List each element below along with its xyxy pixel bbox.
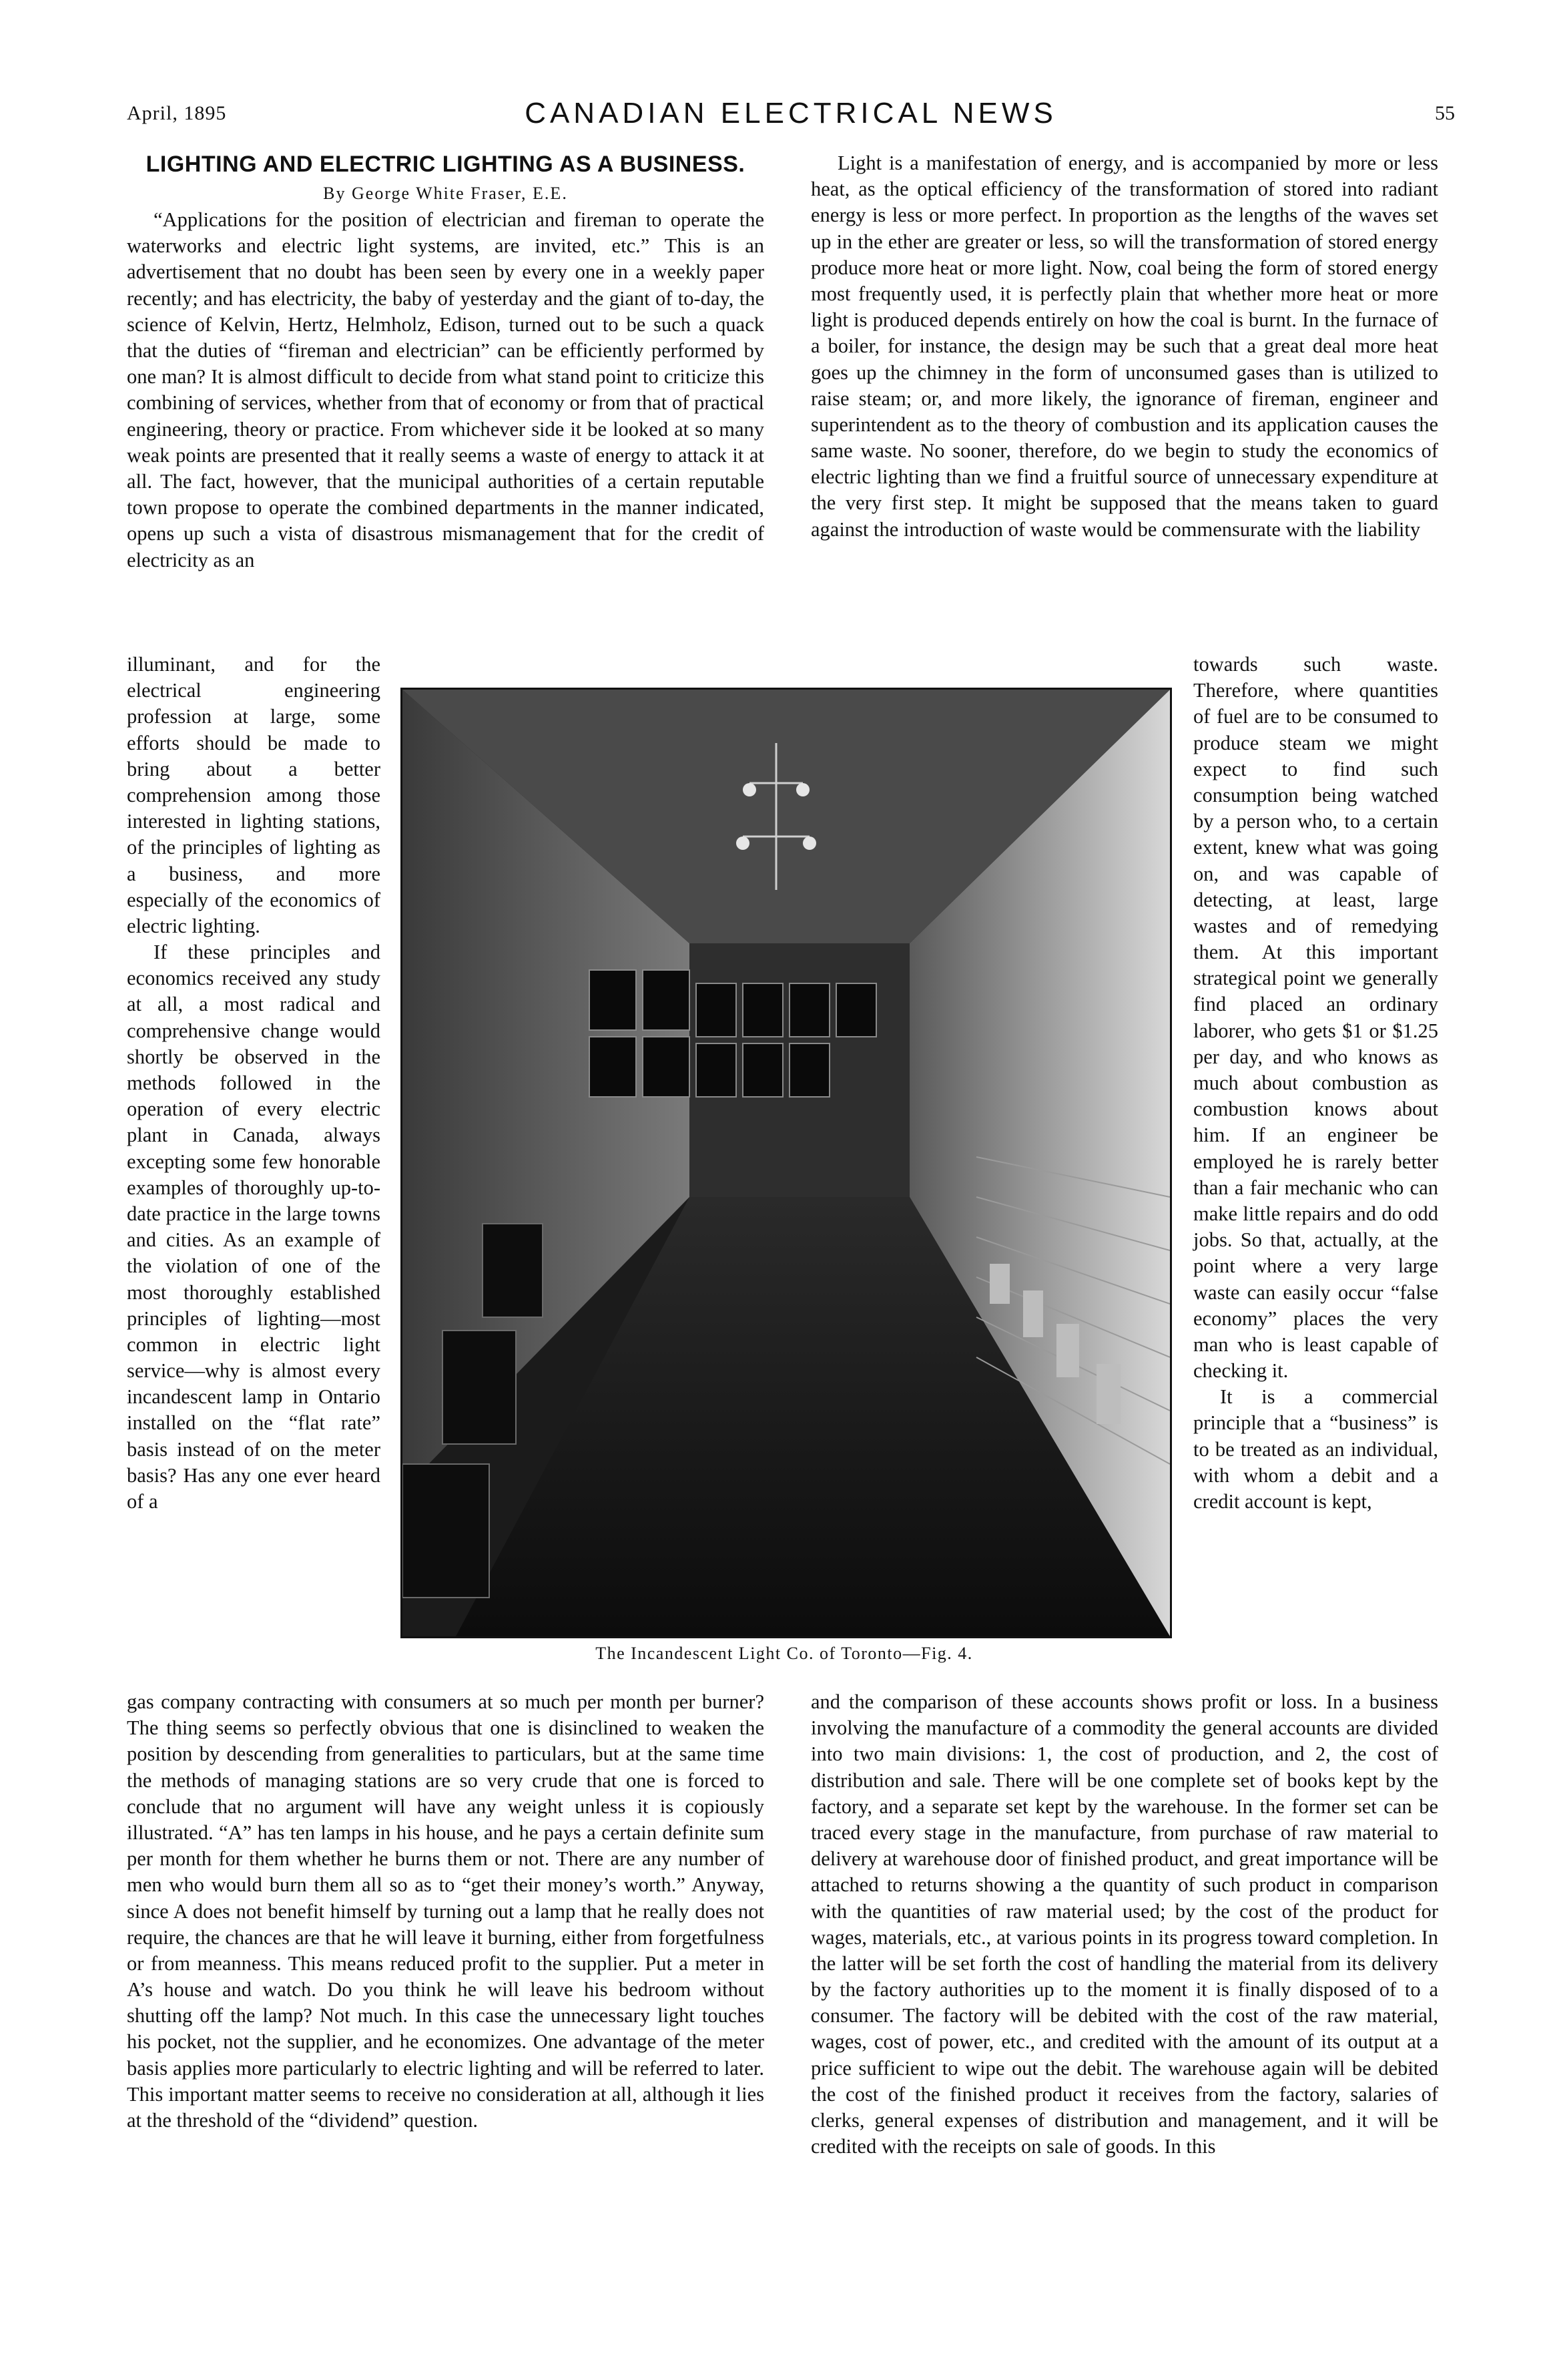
station-photo-illustration <box>402 690 1170 1636</box>
right-column-top <box>811 150 1438 543</box>
light-energy-paragraph: Light is a manifestation of energy, and is accompanied by more or less heat, as the optical efficiency of the transformation of stored into radiant energy is less or more perfect. In proportion as the lengths of the waves set up in the ether are greater or less, so will the transformation of stored energy produce more heat or more light. Now, coal being the form of stored energy most frequently used, it is perfectly plain that whether more heat or more light is produced depends entirely on how the coal is burnt. In the furnace of a boiler, for instance, the design may be such that a great deal more heat goes up the chimney in the form of unconsumed gases than is utilized to raise steam; or, and more likely, the ignorance of fireman, engineer and superintendent as to the theory of combustion and its application causes the same waste. No sooner, therefore, do we begin to study the economics of electric lighting than we find a fruitful source of unnecessary expenditure at the very first step. It might be supposed that the means taken to guard against the introduction of waste would be commensurate with the liability <box>811 152 1438 541</box>
right-narrow-column <box>1193 652 1438 1515</box>
page-number: 55 <box>1435 102 1455 124</box>
left-column-top <box>127 150 764 573</box>
figure <box>400 688 1168 1663</box>
article-title: LIGHTING AND ELECTRIC LIGHTING AS A BUSINESS. <box>145 152 745 177</box>
right-narrow-paragraph-1: towards such waste. Therefore, where quantities of fuel are to be consumed to produce steam we might expect to find such consumption being watched by a person who, to a certain extent, knew what was going on, and was capable of detecting, at least, large wastes and of remedying them. At this important strategical point we generally find placed an ordinary laborer, who gets $1 or $1.25 per day, and who knows as much about combustion as combustion knows about him. If an engineer be employed he is rarely better than a fair mechanic who can make little repairs and do odd jobs. So that, actually, at the point where a very large waste can easily occur “false economy” places the very man who is least capable of checking it. <box>1193 653 1438 1383</box>
left-column-bottom <box>127 1689 764 2134</box>
figure-caption: The Incandescent Light Co. of Toronto—Fig. 4. <box>595 1644 973 1663</box>
publication-title: CANADIAN ELECTRICAL NEWS <box>525 97 1057 130</box>
accounts-paragraph: and the comparison of these accounts shows profit or loss. In a business involving the manufacture of a commodity the general accounts are divided into two main divisions: 1, the cost of production, and 2, the cost of distribution and sale. There will be one complete set of books kept by the factory, and a separate set kept by the warehouse. In the former set can be traced every stage in the manufacture, from purchase of raw material to delivery at warehouse door of finished product, and great importance will be attached to returns showing a the quantity of such product in comparison with the quantities of raw material used; by the cost of the product for wages, materials, etc., at various points in its progress toward completion. In the latter will be set forth the cost of handling the material from its delivery by the factory authorities up to the moment it is finally disposed of to a consumer. The factory will be debited with the cost of the raw material, wages, cost of power, etc., and credited with the amount of its output at a price sufficient to wipe out the debit. The warehouse again will be debited the cost of the finished product it receives from the factory, salaries of clerks, general expenses of distribution and management, and it will be credited with the receipts on sale of goods. In this <box>811 1690 1438 2158</box>
left-narrow-column <box>127 652 380 1515</box>
right-column-bottom <box>811 1689 1438 2160</box>
article-intro-paragraph: “Applications for the position of electrician and fireman to operate the waterworks and electric light systems, are invited, etc.” This is an advertisement that no doubt has been seen by every one in a weekly paper recently; and has electricity, the baby of yesterday and the giant of to-day, the science of Kelvin, Hertz, Helmholz, Edison, turned out to be such a quack that the duties of “fireman and electrician” can be efficiently performed by one man? It is almost difficult to decide from what stand point to criticize this combining of services, whether from that of economy or from that of practical engineering, theory or practice. From whichever side it be looked at so many weak points are presented that it really seems a waste of energy to attack it at all. The fact, however, that the municipal authorities of a certain reputable town propose to operate the combined departments in the manner indicated, opens up such a vista of disastrous mismanagement that for the credit of electricity as an <box>127 208 764 571</box>
article-byline: By George White Fraser, E.E. <box>323 183 568 203</box>
station-photograph <box>400 688 1172 1638</box>
left-narrow-paragraph-2: If these principles and economics received any study at all, a most radical and comprehensive change would shortly be observed in the methods followed in the operation of every electric plant in Canada, always excepting some few honorable examples of thoroughly up-to-date practice in the large towns and cities. As an example of the violation of one of the most thoroughly established principles of lighting—most common in electric light service—why is almost every incandescent lamp in Ontario installed on the “flat rate” basis instead of on the meter basis? Has any one ever heard of a <box>127 941 380 1513</box>
meter-basis-paragraph: gas company contracting with consumers at so much per month per burner? The thing seems so perfectly obvious that one is disinclined to weaken the position by descending from generalities to particulars, but at the same time the methods of managing stations are so very crude that one is forced to conclude that no argument will have any weight unless it is copiously illustrated. “A” has ten lamps in his house, and he pays a certain definite sum per month for them whether he burns them or not. There are any number of men who would burn them all so as to “get their money’s worth.” Anyway, since A does not benefit himself by turning out a lamp that he really does not require, the chances are that he will leave it burning, either from forgetfulness or from meanness. This means reduced profit to the supplier. Put a meter in A’s house and watch. Do you think he will leave his bedroom without shutting off the lamp? Not much. In this case the unnecessary light touches his pocket, not the supplier, and he economizes. One advantage of the meter basis applies more particularly to electric lighting and will be referred to later. This important matter seems to receive no consideration at all, although it lies at the threshold of the “dividend” question. <box>127 1690 764 2132</box>
left-narrow-paragraph-1: illuminant, and for the electrical engineering profession at large, some efforts should be made to bring about a better comprehension among those interested in lighting stations, of the principles of lighting as a business, and more especially of the economics of electric lighting. <box>127 653 380 937</box>
right-narrow-paragraph-2: It is a commercial principle that a “business” is to be treated as an individual, with whom a debit and a credit account is kept, <box>1193 1385 1438 1513</box>
issue-date: April, 1895 <box>127 102 227 124</box>
page-header <box>127 97 1455 137</box>
